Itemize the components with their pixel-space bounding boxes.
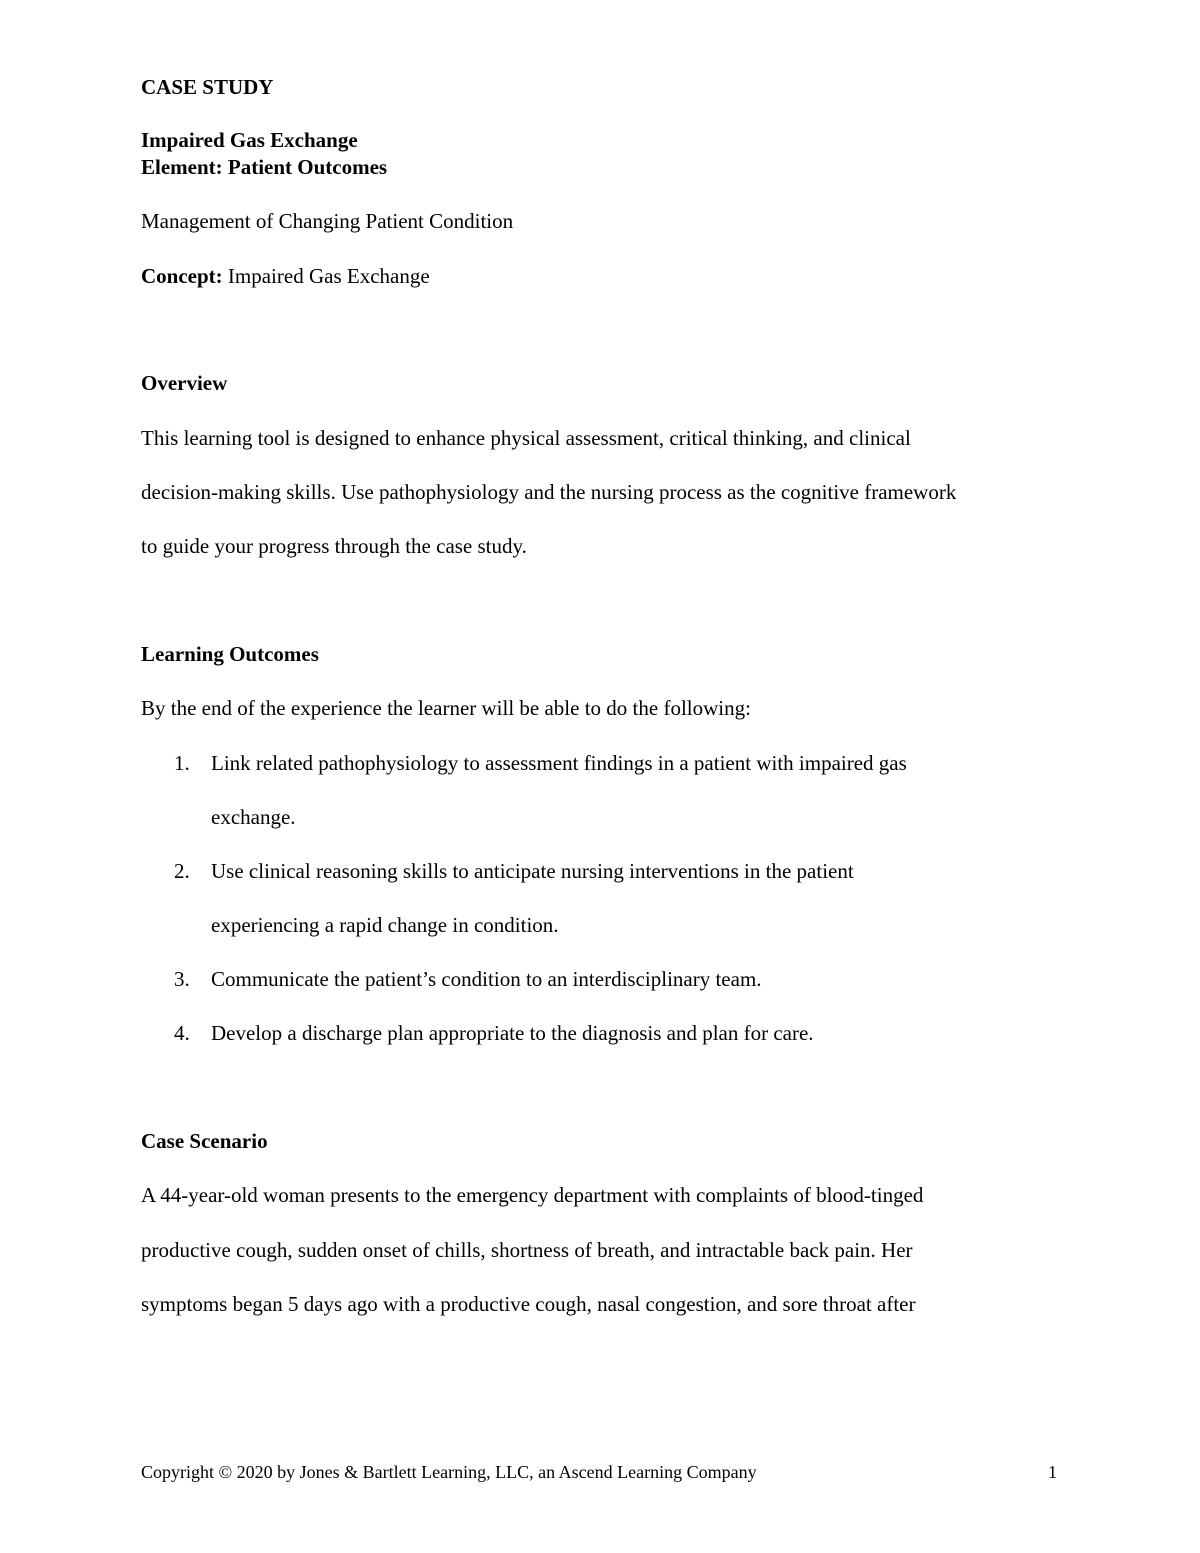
outcome-text-line: Develop a discharge plan appropriate to the diagnosis and plan for care. (211, 1021, 814, 1045)
overview-paragraph-line: to guide your progress through the case study. (141, 534, 527, 558)
case-subtitle: Management of Changing Patient Condition (141, 209, 514, 233)
concept-label: Concept: (141, 264, 223, 288)
outcome-text-line: experiencing a rapid change in condition. (211, 913, 559, 937)
element-label: Element: Patient Outcomes (141, 155, 388, 179)
outcome-number: 4. (174, 1021, 190, 1045)
concept-value: Impaired Gas Exchange (222, 264, 430, 288)
outcome-number: 2. (174, 859, 190, 883)
page-number: 1 (1048, 1462, 1057, 1482)
overview-paragraph-line: decision-making skills. Use pathophysiology and the nursing process as the cognitive framework (141, 480, 957, 504)
outcome-text-line: Use clinical reasoning skills to anticipate nursing interventions in the patient (211, 859, 854, 883)
overview-paragraph-line: This learning tool is designed to enhance physical assessment, critical thinking, and clinical (141, 426, 911, 450)
case-scenario-line: productive cough, sudden onset of chills, shortness of breath, and intractable back pain. Her (141, 1238, 913, 1262)
overview-heading: Overview (141, 371, 228, 395)
outcome-number: 3. (174, 967, 190, 991)
copyright-footer: Copyright © 2020 by Jones & Bartlett Learning, LLC, an Ascend Learning Company (141, 1462, 757, 1482)
learning-outcomes-heading: Learning Outcomes (141, 642, 319, 666)
case-scenario-heading: Case Scenario (141, 1129, 268, 1153)
document-type-label: CASE STUDY (141, 75, 274, 99)
learning-outcomes-intro: By the end of the experience the learner will be able to do the following: (141, 696, 751, 720)
concept-line (141, 263, 430, 289)
outcome-text-line: exchange. (211, 805, 296, 829)
outcome-text-line: Link related pathophysiology to assessment findings in a patient with impaired gas (211, 751, 907, 775)
case-scenario-line: symptoms began 5 days ago with a productive cough, nasal congestion, and sore throat after (141, 1292, 916, 1316)
outcome-number: 1. (174, 751, 190, 775)
case-title: Impaired Gas Exchange (141, 128, 358, 152)
outcome-text-line: Communicate the patient’s condition to an interdisciplinary team. (211, 967, 762, 991)
case-scenario-line: A 44-year-old woman presents to the emergency department with complaints of blood-tinged (141, 1183, 924, 1207)
